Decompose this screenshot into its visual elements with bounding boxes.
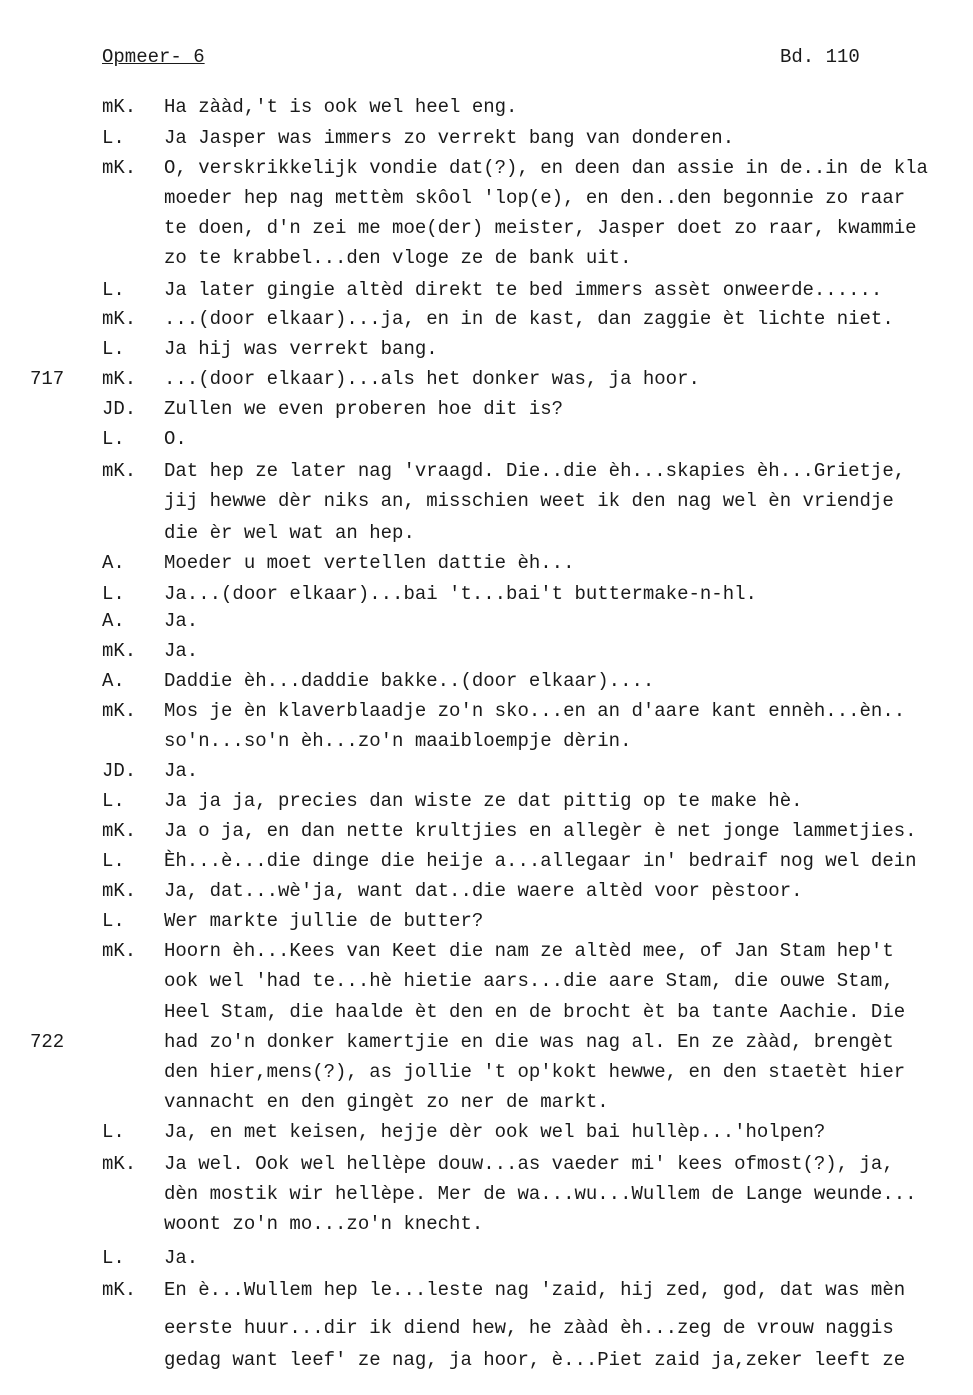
utterance-text: so'n...so'n èh...zo'n maaibloempje dèrin.	[164, 730, 632, 752]
speaker-label: A.	[102, 610, 125, 632]
speaker-label: A.	[102, 670, 125, 692]
utterance-text: Zullen we even proberen hoe dit is?	[164, 398, 564, 420]
speaker-label: mK.	[102, 157, 137, 179]
utterance-text: Ja Jasper was immers zo verrekt bang van donderen.	[164, 127, 735, 149]
utterance-text: dèn mostik wir hellèpe. Mer de wa...wu...Wullem de Lange weunde...	[164, 1183, 917, 1205]
utterance-text: Ja.	[164, 760, 199, 782]
speaker-label: JD.	[102, 760, 137, 782]
utterance-text: Ja later gingie altèd direkt te bed immers assèt onweerde......	[164, 279, 883, 301]
utterance-text: En è...Wullem hep le...leste nag 'zaid, hij zed, god, dat was mèn	[164, 1279, 906, 1301]
utterance-text: Daddie èh...daddie bakke..(door elkaar)....	[164, 670, 655, 692]
speaker-label: L.	[102, 1247, 125, 1269]
speaker-label: L.	[102, 583, 125, 605]
utterance-text: Ja wel. Ook wel hellèpe douw...as vaeder mi' kees ofmost(?), ja,	[164, 1153, 894, 1175]
speaker-label: L.	[102, 790, 125, 812]
speaker-label: L.	[102, 428, 125, 450]
speaker-label: L.	[102, 910, 125, 932]
utterance-text: Dat hep ze later nag 'vraagd. Die..die èh...skapies èh...Grietje,	[164, 460, 906, 482]
speaker-label: mK.	[102, 640, 137, 662]
utterance-text: vannacht en den gingèt zo ner de markt.	[164, 1091, 609, 1113]
utterance-text: ...(door elkaar)...als het donker was, ja hoor.	[164, 368, 700, 390]
utterance-text: ...(door elkaar)...ja, en in de kast, dan zaggie èt lichte niet.	[164, 308, 894, 330]
line-number: 717	[30, 368, 65, 390]
utterance-text: jij hewwe dèr niks an, misschien weet ik den nag wel èn vriendje	[164, 490, 894, 512]
utterance-text: Hoorn èh...Kees van Keet die nam ze altèd mee, of Jan Stam hep't	[164, 940, 894, 962]
utterance-text: Ja.	[164, 640, 199, 662]
utterance-text: Moeder u moet vertellen dattie èh...	[164, 552, 575, 574]
speaker-label: mK.	[102, 308, 137, 330]
speaker-label: L.	[102, 279, 125, 301]
page-header-band: Bd. 110	[780, 46, 860, 68]
utterance-text: Ja, dat...wè'ja, want dat..die waere altèd voor pèstoor.	[164, 880, 803, 902]
utterance-text: Ja o ja, en dan nette krultjies en allegèr è net jonge lammetjies.	[164, 820, 917, 842]
speaker-label: L.	[102, 1121, 125, 1143]
speaker-label: mK.	[102, 820, 137, 842]
speaker-label: mK.	[102, 880, 137, 902]
utterance-text: gedag want leef' ze nag, ja hoor, è...Piet zaid ja,zeker leeft ze	[164, 1349, 906, 1371]
utterance-text: Heel Stam, die haalde èt den en de brocht èt ba tante Aachie. Die	[164, 1001, 906, 1023]
page-header-title: Opmeer- 6	[102, 46, 205, 68]
speaker-label: mK.	[102, 96, 137, 118]
speaker-label: L.	[102, 338, 125, 360]
utterance-text: Ja ja ja, precies dan wiste ze dat pittig op te make hè.	[164, 790, 803, 812]
utterance-text: Ha zààd,'t is ook wel heel eng.	[164, 96, 518, 118]
utterance-text: den hier,mens(?), as jollie 't op'kokt hewwe, en den staetèt hier	[164, 1061, 906, 1083]
utterance-text: eerste huur...dir ik diend hew, he zààd èh...zeg de vrouw naggis	[164, 1317, 894, 1339]
utterance-text: Ja...(door elkaar)...bai 't...bai't buttermake-n-hl.	[164, 583, 757, 605]
speaker-label: mK.	[102, 700, 137, 722]
speaker-label: mK.	[102, 1279, 137, 1301]
speaker-label: L.	[102, 127, 125, 149]
line-number: 722	[30, 1031, 65, 1053]
utterance-text: te doen, d'n zei me moe(der) meister, Jasper doet zo raar, kwammie	[164, 217, 917, 239]
speaker-label: mK.	[102, 460, 137, 482]
speaker-label: A.	[102, 552, 125, 574]
speaker-label: JD.	[102, 398, 137, 420]
utterance-text: Ja.	[164, 610, 199, 632]
speaker-label: mK.	[102, 940, 137, 962]
speaker-label: L.	[102, 850, 125, 872]
utterance-text: Ja.	[164, 1247, 199, 1269]
utterance-text: Ja, en met keisen, hejje dèr ook wel bai hullèp...'holpen?	[164, 1121, 826, 1143]
utterance-text: Wer markte jullie de butter?	[164, 910, 484, 932]
speaker-label: mK.	[102, 1153, 137, 1175]
utterance-text: moeder hep nag mettèm skôol 'lop(e), en den..den begonnie zo raar	[164, 187, 906, 209]
utterance-text: had zo'n donker kamertjie en die was nag al. En ze zààd, brengèt	[164, 1031, 894, 1053]
utterance-text: O, verskrikkelijk vondie dat(?), en deen dan assie in de..in de kla	[164, 157, 928, 179]
utterance-text: zo te krabbel...den vloge ze de bank uit.	[164, 247, 632, 269]
utterance-text: Mos je èn klaverblaadje zo'n sko...en an d'aare kant ennèh...èn..	[164, 700, 906, 722]
utterance-text: die èr wel wat an hep.	[164, 522, 415, 544]
utterance-text: Èh...è...die dinge die heije a...allegaar in' bedraif nog wel dein	[164, 850, 917, 872]
speaker-label: mK.	[102, 368, 137, 390]
utterance-text: Ja hij was verrekt bang.	[164, 338, 438, 360]
utterance-text: O.	[164, 428, 187, 450]
utterance-text: woont zo'n mo...zo'n knecht.	[164, 1213, 484, 1235]
utterance-text: ook wel 'had te...hè hietie aars...die aare Stam, die ouwe Stam,	[164, 970, 894, 992]
